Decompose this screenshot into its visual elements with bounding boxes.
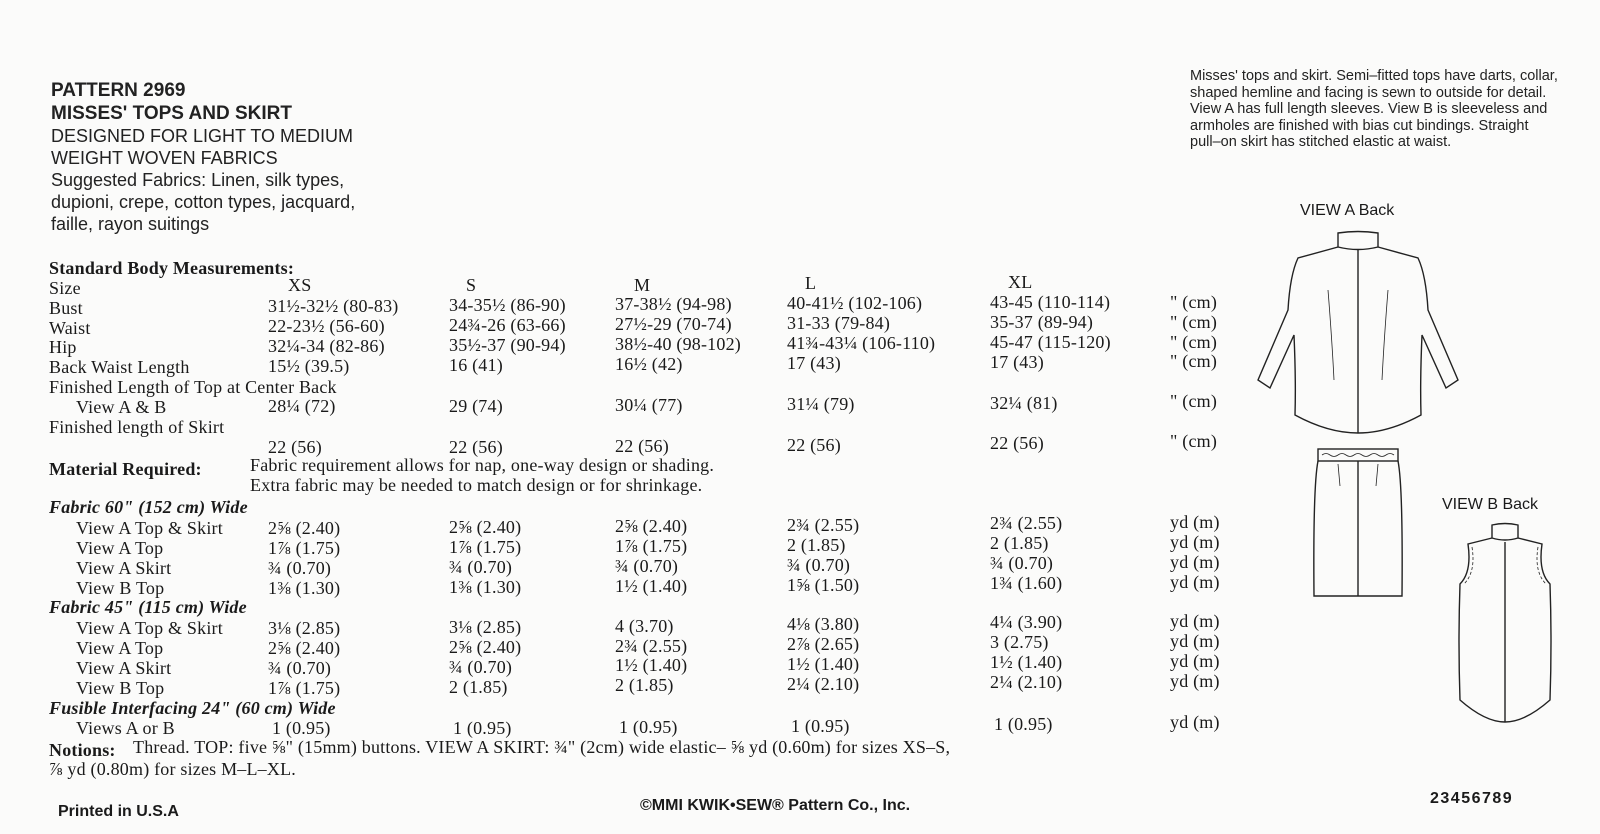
f60-r3-s: 1⅜ (1.30) (449, 577, 522, 597)
interfacing-heading: Fusible Interfacing 24" (60 cm) Wide (49, 698, 336, 718)
f60-row-label: View A Skirt (76, 558, 172, 578)
pattern-number: PATTERN 2969 (51, 80, 186, 101)
f60-r2-s: ¾ (0.70) (449, 557, 513, 577)
f60-r2-m: ¾ (0.70) (615, 556, 679, 576)
row-label-back-waist: Back Waist Length (49, 357, 190, 377)
fabrics-line-3: faille, rayon suitings (51, 214, 210, 234)
backwaist-xs: 15½ (39.5) (268, 356, 350, 376)
size-xl: XL (1008, 272, 1033, 292)
fabric60-heading: Fabric 60" (152 cm) Wide (49, 497, 248, 517)
skirtlength-unit: " (cm) (1170, 431, 1218, 451)
f45-r1-s: 2⅝ (2.40) (449, 637, 522, 657)
notions-label: Notions: (49, 740, 116, 760)
view-a-top-drawing (1238, 230, 1478, 435)
waist-l: 31-33 (79-84) (787, 313, 891, 333)
skirtlength-s: 22 (56) (449, 437, 503, 457)
designed-line-2: WEIGHT WOVEN FABRICS (51, 148, 278, 168)
printed-in: Printed in U.S.A (58, 803, 179, 820)
toplength-s: 29 (74) (449, 396, 503, 416)
f60-r0-s: 2⅝ (2.40) (449, 517, 522, 537)
f45-r3-m: 2 (1.85) (615, 675, 674, 695)
f45-r1-xs: 2⅝ (2.40) (268, 638, 341, 658)
view-a-label: VIEW A Back (1300, 202, 1395, 219)
f60-r1-unit: yd (m) (1170, 532, 1220, 552)
hip-l: 41¾-43¼ (106-110) (787, 333, 936, 353)
designed-line-1: DESIGNED FOR LIGHT TO MEDIUM (51, 126, 354, 146)
f45-r1-m: 2¾ (2.55) (615, 636, 688, 656)
f45-row-label: View B Top (76, 678, 165, 698)
f45-r1-xl: 3 (2.75) (990, 632, 1049, 652)
f60-r2-xl: ¾ (0.70) (990, 553, 1054, 573)
skirtlength-l: 22 (56) (787, 435, 841, 455)
backwaist-s: 16 (41) (449, 355, 503, 375)
material-line-2: Extra fabric may be needed to match design or for shrinkage. (250, 475, 703, 495)
f45-r1-unit: yd (m) (1170, 631, 1220, 651)
top-length-row-label: View A & B (76, 397, 167, 417)
f45-r3-xs: 1⅞ (1.75) (268, 678, 341, 698)
f60-row-label: View B Top (76, 578, 165, 598)
bust-xs: 31½-32½ (80-83) (268, 296, 399, 316)
toplength-m: 30¼ (77) (615, 395, 683, 415)
f60-r3-xs: 1⅜ (1.30) (268, 578, 341, 598)
f45-r1-l: 2⅞ (2.65) (787, 634, 860, 654)
f60-r1-xl: 2 (1.85) (990, 533, 1049, 553)
f60-r3-l: 1⅝ (1.50) (787, 575, 860, 595)
print-code: 23456789 (1430, 790, 1514, 807)
backwaist-unit: " (cm) (1170, 351, 1218, 371)
material-line-1: Fabric requirement allows for nap, one-way design or shading. (250, 455, 715, 475)
size-xs: XS (288, 275, 312, 295)
skirt-length-label: Finished length of Skirt (49, 417, 225, 437)
f45-r0-s: 3⅛ (2.85) (449, 617, 522, 637)
hip-m: 38½-40 (98-102) (615, 334, 741, 354)
size-s: S (466, 275, 477, 295)
skirtlength-xl: 22 (56) (990, 433, 1044, 453)
backwaist-m: 16½ (42) (615, 354, 683, 374)
measurements-heading: Standard Body Measurements: (49, 258, 295, 278)
f45-r0-m: 4 (3.70) (615, 616, 674, 636)
f45-r2-xl: 1½ (1.40) (990, 652, 1063, 672)
f60-r3-unit: yd (m) (1170, 572, 1220, 592)
waist-s: 24¾-26 (63-66) (449, 315, 566, 335)
view-b-top-drawing (1450, 522, 1560, 727)
f45-r2-m: 1½ (1.40) (615, 655, 688, 675)
bust-l: 40-41½ (102-106) (787, 293, 923, 313)
pattern-title: MISSES' TOPS AND SKIRT (51, 103, 292, 124)
copyright: ©MMI KWIK•SEW® Pattern Co., Inc. (640, 797, 911, 814)
skirtlength-xs: 22 (56) (268, 437, 322, 457)
f45-row-label: View A Top (76, 638, 164, 658)
hip-s: 35½-37 (90-94) (449, 335, 566, 355)
f45-r0-l: 4⅛ (3.80) (787, 614, 860, 634)
f60-r3-m: 1½ (1.40) (615, 576, 688, 596)
fabrics-line-1: Suggested Fabrics: Linen, silk types, (51, 170, 345, 190)
bust-xl: 43-45 (110-114) (990, 292, 1111, 312)
f60-r1-s: 1⅞ (1.75) (449, 537, 522, 557)
interfacing-row-label: Views A or B (76, 718, 175, 738)
f60-r0-l: 2¾ (2.55) (787, 515, 860, 535)
f60-r2-l: ¾ (0.70) (787, 555, 851, 575)
hip-xs: 32¼-34 (82-86) (268, 336, 385, 356)
backwaist-xl: 17 (43) (990, 352, 1044, 372)
material-label: Material Required: (49, 459, 202, 479)
f60-r2-unit: yd (m) (1170, 552, 1220, 572)
view-b-label: VIEW B Back (1442, 496, 1539, 513)
f60-r3-xl: 1¾ (1.60) (990, 573, 1063, 593)
row-label-waist: Waist (49, 318, 91, 338)
hip-unit: " (cm) (1170, 332, 1218, 352)
f45-r2-l: 1½ (1.40) (787, 654, 860, 674)
int-s: 1 (0.95) (453, 718, 512, 738)
int-xl: 1 (0.95) (994, 714, 1053, 734)
waist-unit: " (cm) (1170, 312, 1218, 332)
backwaist-l: 17 (43) (787, 353, 841, 373)
f45-r2-s: ¾ (0.70) (449, 657, 513, 677)
fabric45-heading: Fabric 45" (115 cm) Wide (49, 597, 247, 617)
f45-r3-l: 2¼ (2.10) (787, 674, 860, 694)
toplength-l: 31¼ (79) (787, 394, 855, 414)
toplength-xl: 32¼ (81) (990, 393, 1058, 413)
int-l: 1 (0.95) (791, 716, 850, 736)
bust-s: 34-35½ (86-90) (449, 295, 566, 315)
f60-r0-m: 2⅝ (2.40) (615, 516, 688, 536)
row-label-hip: Hip (49, 337, 77, 357)
f45-r2-unit: yd (m) (1170, 651, 1220, 671)
f45-r0-unit: yd (m) (1170, 611, 1220, 631)
toplength-unit: " (cm) (1170, 391, 1218, 411)
notions-line-1: Thread. TOP: five ⅝" (15mm) buttons. VIEW A SKIRT: ¾" (2cm) wide elastic– ⅝ yd (0.60m) for sizes XS–S, (133, 737, 951, 757)
fabrics-line-2: dupioni, crepe, cotton types, jacquard, (51, 192, 356, 212)
f45-r0-xl: 4¼ (3.90) (990, 612, 1063, 632)
hip-xl: 45-47 (115-120) (990, 332, 1111, 352)
f60-r0-xl: 2¾ (2.55) (990, 513, 1063, 533)
f60-r0-unit: yd (m) (1170, 512, 1220, 532)
f60-r0-xs: 2⅝ (2.40) (268, 518, 341, 538)
f45-r3-unit: yd (m) (1170, 671, 1220, 691)
waist-m: 27½-29 (70-74) (615, 314, 732, 334)
toplength-xs: 28¼ (72) (268, 396, 336, 416)
top-length-label: Finished Length of Top at Center Back (49, 377, 337, 397)
notions-line-2: ⅞ yd (0.80m) for sizes M–L–XL. (49, 759, 296, 779)
f45-row-label: View A Top & Skirt (76, 618, 223, 638)
size-label: Size (49, 278, 81, 298)
f45-r2-xs: ¾ (0.70) (268, 658, 332, 678)
f60-r2-xs: ¾ (0.70) (268, 558, 332, 578)
pattern-description: Misses' tops and skirt. Semi–fitted tops have darts, collar, shaped hemline and facing is sewn to outside for detail. View A has full length sleeves. View B is sleeveless and armholes are finished with bias cut bindings. Straight pull–on skirt has stitched elastic at waist. (1190, 68, 1558, 150)
int-unit: yd (m) (1170, 712, 1220, 732)
int-xs: 1 (0.95) (272, 718, 331, 738)
f45-r3-xl: 2¼ (2.10) (990, 672, 1063, 692)
pattern-header (51, 79, 355, 235)
f60-r1-l: 2 (1.85) (787, 535, 846, 555)
bust-unit: " (cm) (1170, 292, 1218, 312)
f60-row-label: View A Top & Skirt (76, 518, 223, 538)
f60-row-label: View A Top (76, 538, 164, 558)
f45-row-label: View A Skirt (76, 658, 172, 678)
f60-r1-m: 1⅞ (1.75) (615, 536, 688, 556)
waist-xl: 35-37 (89-94) (990, 312, 1094, 332)
waist-xs: 22-23½ (56-60) (268, 316, 385, 336)
int-m: 1 (0.95) (619, 717, 678, 737)
row-label-bust: Bust (49, 298, 83, 318)
bust-m: 37-38½ (94-98) (615, 294, 732, 314)
f60-r1-xs: 1⅞ (1.75) (268, 538, 341, 558)
skirtlength-m: 22 (56) (615, 436, 669, 456)
size-l: L (805, 273, 817, 293)
f45-r0-xs: 3⅛ (2.85) (268, 618, 341, 638)
view-a-skirt-drawing (1308, 446, 1408, 601)
size-m: M (634, 275, 651, 295)
f45-r3-s: 2 (1.85) (449, 677, 508, 697)
